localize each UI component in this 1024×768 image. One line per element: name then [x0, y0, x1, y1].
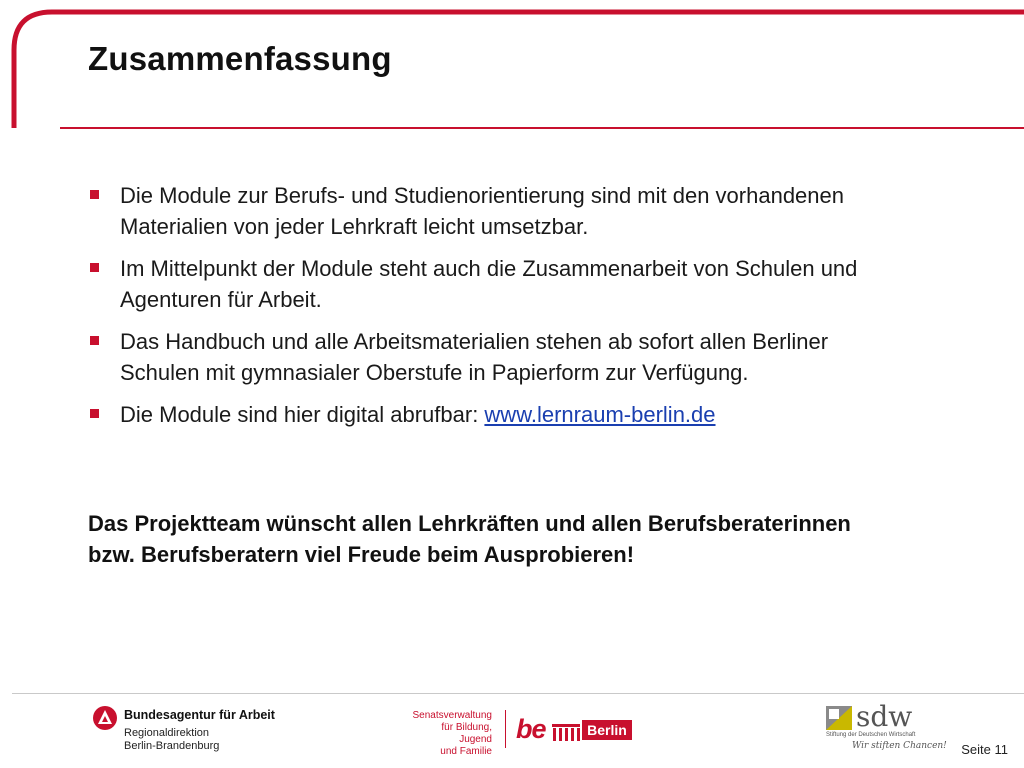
- senate-line: und Familie: [440, 746, 492, 757]
- lernraum-link[interactable]: www.lernraum-berlin.de: [484, 402, 716, 427]
- page-number: Seite 11: [961, 742, 1008, 757]
- senate-logo: [412, 708, 642, 757]
- closing-statement: Das Projektteam wünscht allen Lehrkräften und allen Berufsberaterinnen bzw. Berufsberatern viel Freude beim Ausprobieren!: [88, 511, 851, 567]
- berlin-wordmark: Berlin: [582, 720, 632, 740]
- red-square-icon: [90, 409, 99, 418]
- senate-divider: [505, 710, 506, 748]
- bullet-list: [88, 180, 888, 441]
- sdw-square-icon: [826, 706, 852, 730]
- senate-line: für Bildung, Jugend: [441, 722, 492, 745]
- sdw-name: sdw: [856, 700, 913, 733]
- bullet-text: Im Mittelpunkt der Module steht auch die Zusammenarbeit von Schulen und Agenturen für Arbeit.: [120, 256, 858, 312]
- sdw-logo: [826, 700, 947, 756]
- sdw-subtitle: Stiftung der Deutschen Wirtschaft: [826, 732, 916, 738]
- bullet-item: [88, 180, 888, 242]
- bullet-text: Das Handbuch und alle Arbeitsmaterialien stehen ab sofort allen Berliner Schulen mit gymnasialer Oberstufe in Papierform zur Verfügung.: [120, 329, 829, 385]
- senate-name: [412, 710, 492, 758]
- bullet-text: Die Module sind hier digital abrufbar:: [120, 402, 485, 427]
- slide-title: Zusammenfassung: [88, 40, 392, 77]
- ba-subtitle: [124, 727, 219, 753]
- red-square-icon: [90, 190, 99, 199]
- be-wordmark: be: [516, 714, 546, 744]
- ba-triangle-icon: [92, 705, 118, 731]
- bullet-item: [88, 253, 888, 315]
- bullet-item: [88, 399, 888, 430]
- ba-sub-line: Berlin-Brandenburg: [124, 740, 220, 752]
- red-square-icon: [90, 263, 99, 272]
- ba-name: Bundesagentur für Arbeit: [124, 708, 275, 722]
- sdw-slogan: Wir stiften Chancen!: [852, 741, 947, 751]
- senate-line: Senatsverwaltung: [412, 710, 492, 721]
- ba-logo: [92, 702, 275, 756]
- footer-divider: [12, 693, 1024, 694]
- bullet-item: [88, 326, 888, 388]
- red-square-icon: [90, 336, 99, 345]
- ba-sub-line: Regionaldirektion: [124, 727, 209, 739]
- bullet-text: Die Module zur Berufs- und Studienorientierung sind mit den vorhandenen Materialien von jeder Lehrkraft leicht umsetzbar.: [120, 183, 844, 239]
- brandenburg-gate-icon: [552, 722, 580, 742]
